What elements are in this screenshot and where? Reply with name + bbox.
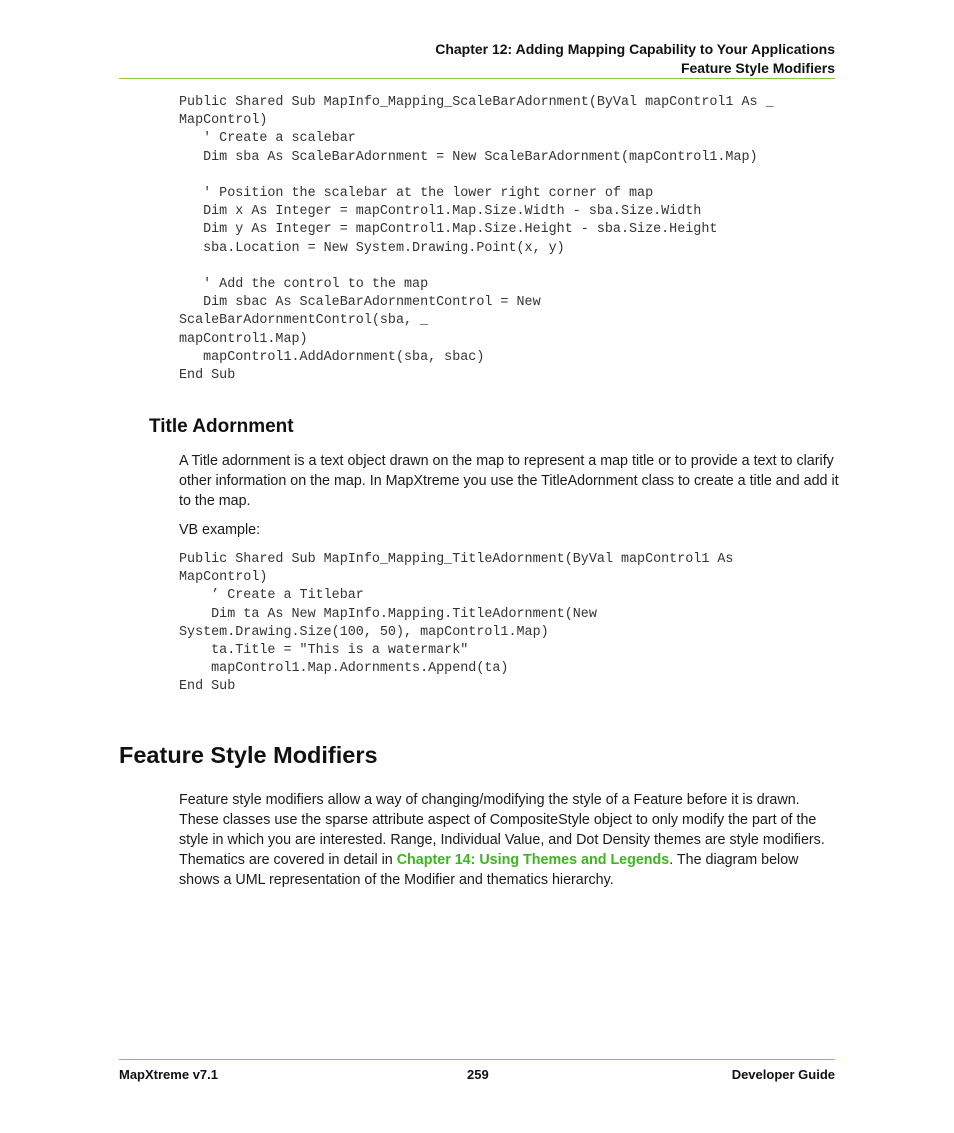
- code-block-scalebar: Public Shared Sub MapInfo_Mapping_ScaleBarAdornment(ByVal mapControl1 As _ MapControl) ' Create a scalebar Dim sba As ScaleBarAdornment = New ScaleBarAdornment(mapControl1.Map) ' Position the scalebar at the lower right corner of map Dim x As Integer = mapControl1.Map.Size.Width - sba.Size.Width Dim y As Integer = mapControl1.Map.Size.Height - sba.Size.Height sba.Location = New System.Drawing.Point(x, y) ' Add the control to the map Dim sbac As ScaleBarAdornmentControl = New ScaleBarAdornmentControl(sba, _ mapControl1.Map) mapControl1.AddAdornment(sba, sbac) End Sub: [179, 95, 774, 384]
- code-block-titlebar: Public Shared Sub MapInfo_Mapping_TitleAdornment(ByVal mapControl1 As MapControl) ’ Create a Titlebar Dim ta As New MapInfo.Mapping.TitleAdornment(New System.Drawing.Size(100, 50), mapControl1.Map) ta.Title = "This is a watermark" mapControl1.Map.Adornments.Append(ta) End Sub: [179, 552, 734, 695]
- feature-style-heading: Feature Style Modifiers: [119, 742, 378, 768]
- footer-rule: [119, 1059, 835, 1060]
- title-adornment-heading: Title Adornment: [149, 416, 294, 437]
- paragraph-text: Feature style modifiers allow a way of changing/modifying the style of a Feature before it is drawn. These classes use the sparse attribute aspect of CompositeStyle object to only modify the part of the style in which you are interested. Range, Individual Value, and Dot Density themes are style modifiers. Thematics are covered in detail in: [179, 792, 825, 868]
- paragraph-text-end: . The diagram below shows a UML representation of the Modifier and thematics hierarchy.: [179, 852, 799, 888]
- footer-guide: Developer Guide: [731, 1067, 835, 1082]
- running-header: [435, 40, 835, 78]
- vb-example-label: VB example:: [179, 522, 261, 538]
- chapter-title: Chapter 12: Adding Mapping Capability to Your Applications: [435, 41, 835, 57]
- feature-style-paragraph: [179, 790, 839, 890]
- title-adornment-paragraph: A Title adornment is a text object drawn on the map to represent a map title or to provide a text to clarify other information on the map. In MapXtreme you use the TitleAdornment class to create a title and add it to the map.: [179, 453, 839, 509]
- footer-product: MapXtreme v7.1: [119, 1067, 218, 1082]
- page-number: 259: [467, 1067, 489, 1082]
- chapter-14-link[interactable]: Chapter 14: Using Themes and Legends: [396, 852, 670, 868]
- section-title: Feature Style Modifiers: [680, 60, 835, 76]
- header-rule: [119, 78, 835, 79]
